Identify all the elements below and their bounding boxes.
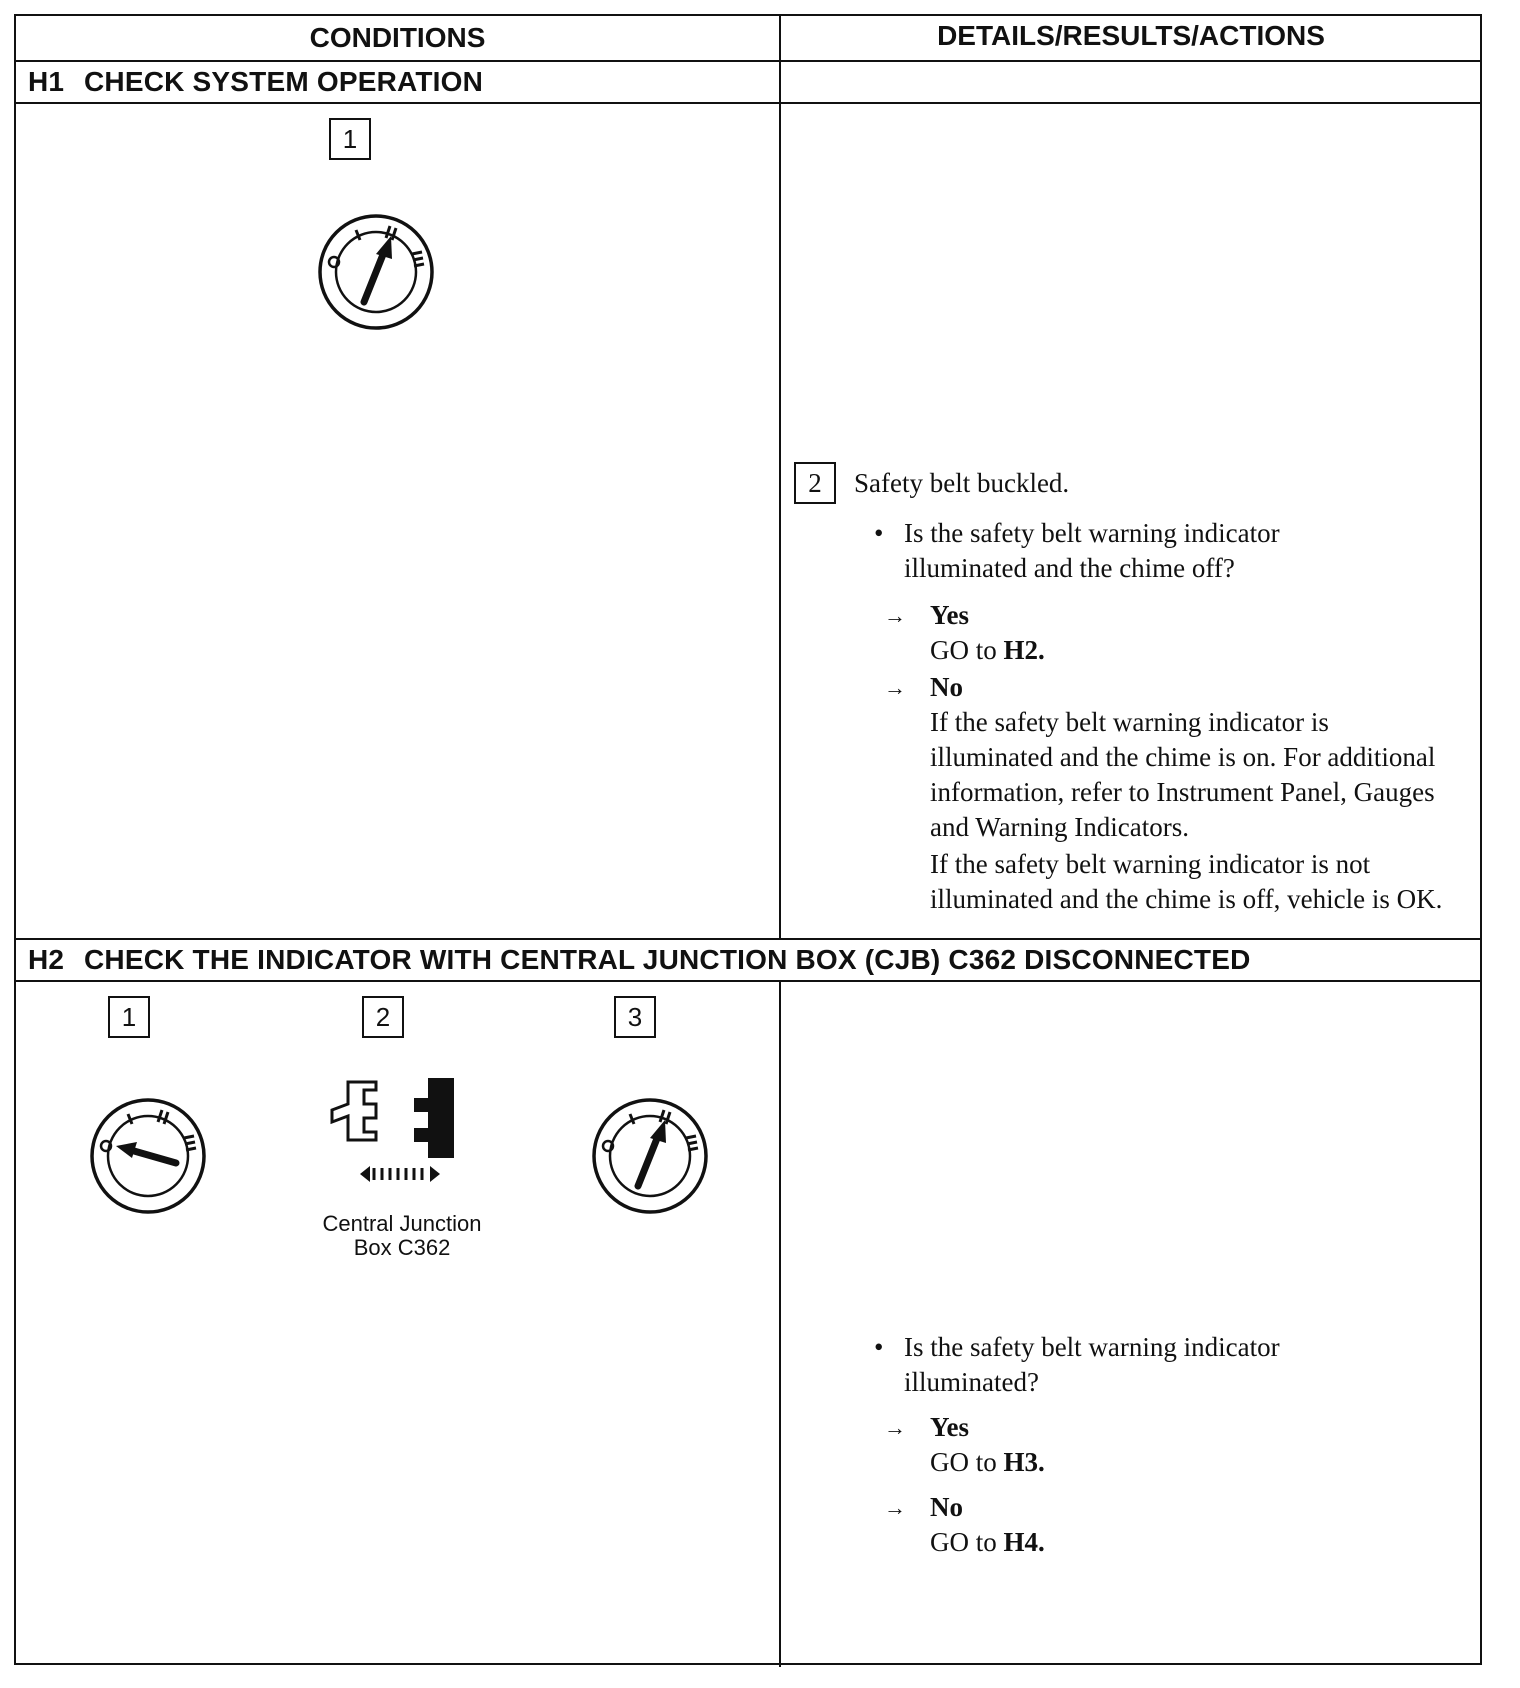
arrow-right-icon: → bbox=[884, 675, 906, 700]
h1-step2-box: 2 bbox=[794, 462, 836, 504]
h2-no-action bbox=[930, 1525, 1450, 1560]
ignition-switch-run-icon bbox=[316, 212, 436, 332]
h2-no-action-prefix: GO to bbox=[930, 1527, 1004, 1557]
arrow-right-icon: → bbox=[884, 1415, 906, 1440]
cjb-caption-line2: Box C362 bbox=[353, 1235, 451, 1260]
arrow-right-icon: → bbox=[884, 1495, 906, 1520]
ignition-switch-run-icon bbox=[590, 1096, 710, 1216]
h1-no-label: No bbox=[930, 672, 963, 702]
h2-step1-box: 1 bbox=[108, 996, 150, 1038]
h1-question-text: Is the safety belt warning indicator illuminated and the chime off? bbox=[904, 518, 1280, 583]
h1-yes-action-prefix: GO to bbox=[930, 635, 1004, 665]
h2-code: H2 bbox=[28, 944, 65, 975]
h1-no-action-2: If the safety belt warning indicator is not illuminated and the chime is off, vehicle is OK. bbox=[930, 849, 1443, 914]
h1-step1-box: 1 bbox=[329, 118, 371, 160]
bullet-icon: • bbox=[874, 1332, 884, 1362]
h2-yes-action-prefix: GO to bbox=[930, 1447, 1004, 1477]
bullet-icon: • bbox=[874, 518, 884, 548]
h2-no-answer bbox=[884, 1490, 1484, 1570]
h1-column-divider bbox=[779, 102, 781, 940]
h1-code: H1 bbox=[28, 66, 65, 97]
h1-step2-text: Safety belt buckled. bbox=[854, 468, 1070, 498]
h2-title: CHECK THE INDICATOR WITH CENTRAL JUNCTION BOX (CJB) C362 DISCONNECTED bbox=[84, 944, 1251, 975]
cjb-caption-line1: Central Junction bbox=[322, 1211, 482, 1236]
diagnostic-table bbox=[14, 14, 1482, 1665]
h2-step2-box: 2 bbox=[362, 996, 404, 1038]
arrow-right-icon: → bbox=[884, 603, 906, 628]
h1-title-divider bbox=[16, 102, 1480, 104]
h1-yes-action-target: H2. bbox=[1003, 635, 1045, 665]
ignition-switch-off-icon bbox=[88, 1096, 208, 1216]
h2-section-title bbox=[28, 944, 1251, 976]
h1-no-answer bbox=[884, 670, 1484, 930]
h2-yes-label: Yes bbox=[930, 1412, 969, 1442]
h2-yes-answer bbox=[884, 1410, 1484, 1490]
cjb-caption bbox=[282, 1212, 522, 1260]
details-header: DETAILS/RESULTS/ACTIONS bbox=[937, 20, 1325, 51]
h1-yes-action bbox=[930, 633, 1450, 668]
h1-no-action-1: If the safety belt warning indicator is illuminated and the chime is on. For additional information, refer to Instrument Panel, Gauges and Warning Indicators. bbox=[930, 707, 1436, 842]
h2-question-text: Is the safety belt warning indicator illuminated? bbox=[904, 1332, 1280, 1397]
h2-no-label: No bbox=[930, 1492, 963, 1522]
h1-title: CHECK SYSTEM OPERATION bbox=[84, 66, 484, 97]
conditions-header: CONDITIONS bbox=[309, 22, 486, 53]
h1-section-title bbox=[28, 66, 483, 98]
h1-yes-answer bbox=[884, 598, 1484, 678]
h2-yes-action bbox=[930, 1445, 1450, 1480]
h2-no-action-target: H4. bbox=[1003, 1527, 1045, 1557]
connector-disconnect-icon bbox=[326, 1070, 476, 1186]
h2-yes-action-target: H3. bbox=[1003, 1447, 1045, 1477]
h2-column-divider bbox=[779, 980, 781, 1667]
h2-step3-box: 3 bbox=[614, 996, 656, 1038]
h1-yes-label: Yes bbox=[930, 600, 969, 630]
h1-bottom-divider bbox=[16, 938, 1480, 940]
h2-title-divider bbox=[16, 980, 1480, 982]
